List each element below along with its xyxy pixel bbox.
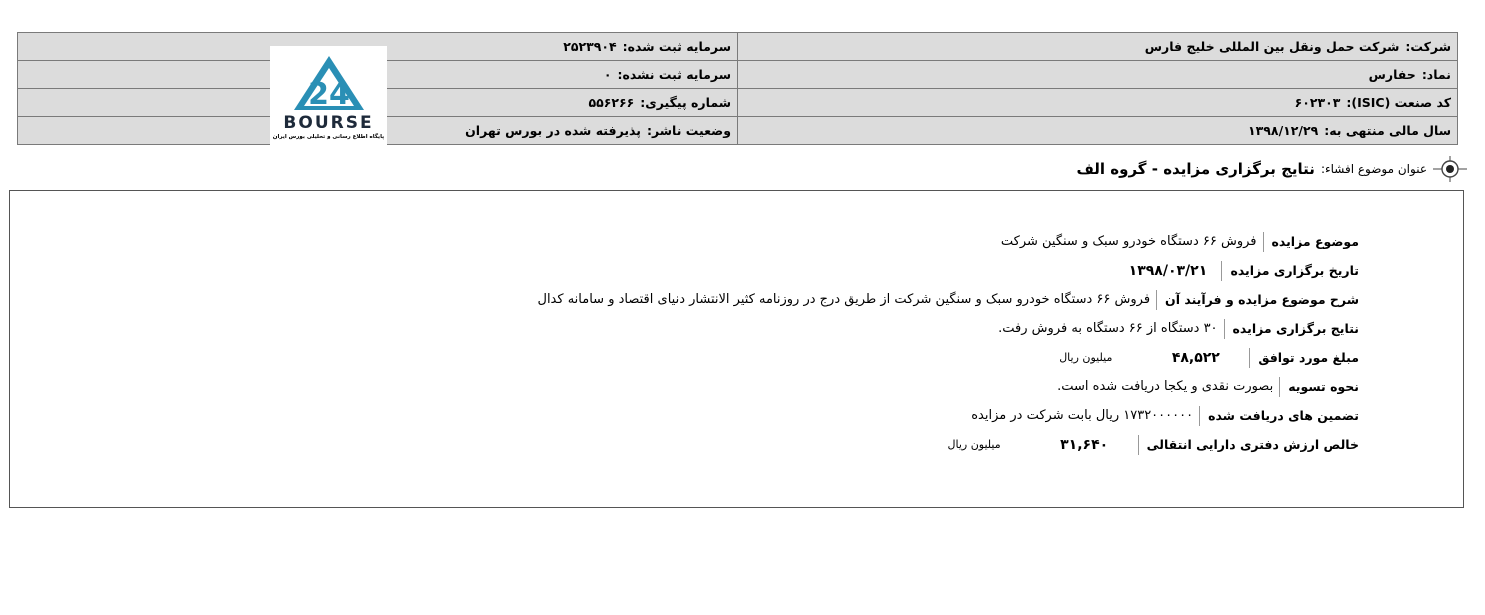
date-value: ۱۳۹۸/۰۳/۲۱ <box>1128 262 1208 279</box>
disclosure-subject <box>1076 156 1467 182</box>
amount-unit: میلیون ریال <box>1059 351 1113 364</box>
divider <box>1224 319 1225 339</box>
fiscal-year-label: سال مالی منتهی به: <box>1324 123 1451 138</box>
detail-row-topic <box>359 227 1359 256</box>
company-value: شرکت حمل ونقل بین المللی خلیج فارس <box>1144 39 1400 54</box>
isic-label: کد صنعت (ISIC): <box>1346 95 1451 110</box>
registered-capital-label: سرمایه ثبت شده: <box>622 39 731 54</box>
symbol-label: نماد: <box>1421 67 1451 82</box>
amount-value: ۴۸,۵۲۲ <box>1171 349 1220 366</box>
book-value-unit: میلیون ریال <box>947 438 1001 451</box>
subject-label: عنوان موضوع افشاء: <box>1320 162 1427 176</box>
book-value-label: خالص ارزش دفتری دارایی انتقالی <box>1146 437 1359 452</box>
divider <box>1249 348 1250 368</box>
date-label: تاریخ برگزاری مزایده <box>1230 263 1359 278</box>
triangle-24-icon <box>292 54 366 112</box>
book-value-value: ۳۱,۶۴۰ <box>1060 436 1109 453</box>
detail-row-amount <box>359 343 1359 372</box>
info-row <box>18 61 1458 89</box>
guarantee-label: تضمین های دریافت شده <box>1208 408 1359 423</box>
company-cell <box>738 33 1458 61</box>
divider <box>1279 377 1280 397</box>
settlement-value: بصورت نقدی و یکجا دریافت شده است. <box>1057 379 1274 394</box>
company-info-table <box>17 32 1458 145</box>
topic-label: موضوع مزایده <box>1271 234 1359 249</box>
info-row <box>18 89 1458 117</box>
divider <box>1221 261 1222 281</box>
detail-row-date <box>359 256 1359 285</box>
result-value: ۳۰ دستگاه از ۶۶ دستگاه به فروش رفت. <box>998 321 1218 336</box>
settlement-label: نحوه تسویه <box>1288 379 1359 394</box>
divider <box>1263 232 1264 252</box>
detail-row-description <box>359 285 1359 314</box>
symbol-cell <box>738 61 1458 89</box>
publisher-status-label: وضعیت ناشر: <box>646 123 731 138</box>
unregistered-capital-value: ۰ <box>603 67 612 82</box>
auction-details-list <box>359 227 1359 459</box>
company-label: شرکت: <box>1405 39 1451 54</box>
detail-row-book-value <box>359 430 1359 459</box>
target-bullet-icon <box>1433 156 1467 182</box>
info-row <box>18 117 1458 145</box>
detail-row-guarantee <box>359 401 1359 430</box>
tracking-number-label: شماره پیگیری: <box>640 95 731 110</box>
unregistered-capital-label: سرمایه ثبت نشده: <box>617 67 731 82</box>
logo-tagline: پایگاه اطلاع رسانی و تحلیلی بورس ایران <box>272 134 385 140</box>
subject-title: نتایج برگزاری مزایده - گروه الف <box>1076 160 1315 178</box>
auction-details-panel <box>9 190 1464 508</box>
divider <box>1199 406 1200 426</box>
logo-wordmark: BOURSE <box>283 113 374 133</box>
symbol-value: حفارس <box>1368 67 1416 82</box>
fiscal-year-cell <box>738 117 1458 145</box>
detail-row-result <box>359 314 1359 343</box>
bourse24-logo <box>270 46 387 150</box>
registered-capital-value: ۲۵۲۳۹۰۴ <box>563 39 617 54</box>
divider <box>1156 290 1157 310</box>
guarantee-value: ۱۷۳۲۰۰۰۰۰۰ ریال بابت شرکت در مزایده <box>971 408 1194 423</box>
info-row <box>18 33 1458 61</box>
description-label: شرح موضوع مزایده و فرآیند آن <box>1165 292 1359 307</box>
divider <box>1138 435 1139 455</box>
tracking-number-value: ۵۵۶۲۶۶ <box>588 95 635 110</box>
publisher-status-value: پذیرفته شده در بورس تهران <box>465 123 641 138</box>
logo-numerals: 24 <box>307 77 350 112</box>
fiscal-year-value: ۱۳۹۸/۱۲/۲۹ <box>1248 123 1319 138</box>
amount-label: مبلغ مورد توافق <box>1258 350 1359 365</box>
detail-row-settlement <box>359 372 1359 401</box>
isic-value: ۶۰۲۳۰۳ <box>1294 95 1341 110</box>
isic-cell <box>738 89 1458 117</box>
topic-value: فروش ۶۶ دستگاه خودرو سبک و سنگین شرکت <box>1000 234 1257 249</box>
description-value: فروش ۶۶ دستگاه خودرو سبک و سنگین شرکت از طریق درج در روزنامه کثیر الانتشار دنیای اقتصاد و سامانه کدال <box>537 292 1151 307</box>
result-label: نتایج برگزاری مزایده <box>1232 321 1359 336</box>
